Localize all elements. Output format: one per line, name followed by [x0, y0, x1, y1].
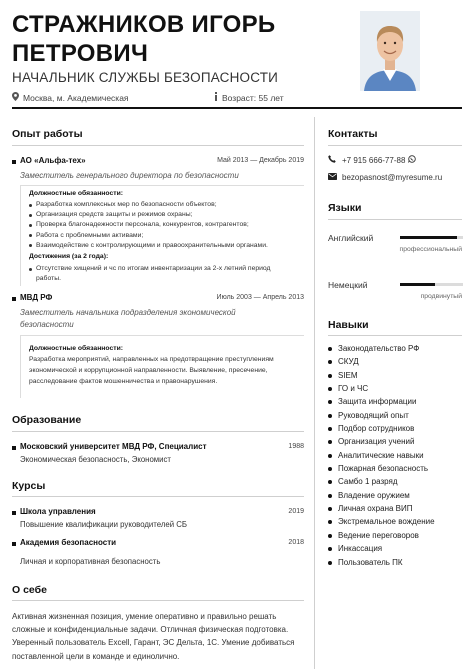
course-org: Школа управления [20, 507, 96, 516]
section-title-skills: Навыки [328, 319, 369, 331]
course-year: 2018 [288, 539, 304, 546]
skills-list [328, 342, 435, 569]
list-item: Работа с проблемными активами; [29, 231, 301, 241]
entry-marker [12, 297, 16, 301]
language-bar-fill [400, 283, 435, 286]
candidate-position: НАЧАЛЬНИК СЛУЖБЫ БЕЗОПАСНОСТИ [12, 70, 279, 85]
duties-label: Должностные обязанности: [29, 190, 124, 197]
skill-item: SIEM [328, 369, 435, 382]
language-bar-fill [400, 236, 457, 239]
entry-separator [20, 185, 304, 186]
language-bar-track [400, 283, 463, 286]
achievements-label: Достижения (за 2 года): [29, 253, 109, 260]
list-item: Проверка благонадежности персонала, конкурентов, контрагентов; [29, 220, 301, 230]
phone-icon [328, 155, 342, 165]
duties-text: Разработка мероприятий, направленных на предотвращение преступлениям экономической и коррупционной направленности. Выявление, пресечение, расследование фактов мошенничества и правонарушения. [29, 356, 274, 385]
skill-item: ГО и ЧС [328, 382, 435, 395]
profile-photo [360, 11, 420, 91]
entry-marker [12, 511, 16, 515]
header-divider [12, 107, 462, 109]
language-name: Немецкий [328, 280, 368, 290]
candidate-name: СТРАЖНИКОВ ИГОРЬ ПЕТРОВИЧ [12, 11, 276, 67]
list-item: Отсутствие хищений и чс по итогам инвентаризации за 2-х летний период работы. [29, 264, 297, 284]
entry-marker [12, 542, 16, 546]
phone-text[interactable]: +7 915 666-77-88 [342, 155, 406, 165]
skill-item: Инкассация [328, 542, 435, 555]
age-line [214, 92, 284, 103]
list-item: Разработка комплексных мер по безопасности объектов; [29, 200, 301, 210]
skill-item: Ведение переговоров [328, 529, 435, 542]
skill-item: СКУД [328, 355, 435, 368]
education-detail: Экономическая безопасность, Экономист [20, 455, 171, 464]
skill-item: Аналитические навыки [328, 449, 435, 462]
language-name: Английский [328, 233, 374, 243]
education-year: 1988 [288, 443, 304, 450]
entry-marker [12, 446, 16, 450]
email-text[interactable]: bezopasnost@myresume.ru [342, 172, 443, 182]
location-text: Москва, м. Академическая [23, 92, 129, 103]
contact-email [328, 172, 442, 182]
section-rule [328, 145, 462, 146]
section-title-languages: Языки [328, 202, 362, 214]
entry-vertical-line [20, 336, 21, 398]
achievements-list [29, 264, 297, 284]
section-title-courses: Курсы [12, 480, 46, 492]
course-detail: Повышение квалификации руководителей СБ [20, 520, 188, 529]
envelope-icon [328, 172, 342, 182]
section-title-about: О себе [12, 584, 47, 596]
section-rule [328, 219, 462, 220]
job-role: Заместитель начальника подразделения экономической безопасности [20, 308, 236, 329]
job-org: МВД РФ [20, 293, 53, 302]
entry-vertical-line [20, 186, 21, 286]
age-text: Возраст: 55 лет [222, 92, 284, 103]
skill-item: Владение оружием [328, 489, 435, 502]
section-title-contacts: Контакты [328, 128, 378, 140]
skill-item: Пользователь ПК [328, 556, 435, 569]
section-rule [12, 431, 304, 432]
skill-item: Защита информации [328, 395, 435, 408]
section-rule [328, 335, 462, 336]
job-role: Заместитель генерального директора по безопасности [20, 171, 239, 180]
education-org: Московский университет МВД РФ, Специалист [20, 442, 207, 451]
info-icon [214, 92, 218, 103]
contact-phone [328, 155, 416, 165]
duties-list [29, 200, 301, 251]
skill-item: Самбо 1 разряд [328, 475, 435, 488]
course-detail: Личная и корпоративная безопасность [20, 557, 161, 566]
duties-label: Должностные обязанности: [29, 345, 124, 352]
whatsapp-icon [408, 155, 416, 165]
language-level: продвинутый [420, 293, 462, 300]
skill-item: Пожарная безопасность [328, 462, 435, 475]
about-text: Активная жизненная позиция, умение оперативно и правильно решать сложные и конфиденциальные задачи. Отличная физическая подготовка. Уверенный пользователь Excell, Гарант, ЭС Дельта, 1С. Умение добиваться поставленной цели в команде и единолично. [12, 612, 295, 661]
section-rule [12, 496, 304, 497]
skill-item: Экстремальное вождение [328, 515, 435, 528]
skill-item: Руководящий опыт [328, 409, 435, 422]
job-dates: Май 2013 — Декабрь 2019 [217, 157, 304, 164]
column-divider [314, 117, 315, 669]
job-org: АО «Альфа-тех» [20, 156, 86, 165]
job-dates: Июль 2003 — Апрель 2013 [216, 294, 304, 301]
section-title-education: Образование [12, 414, 82, 426]
skill-item: Организация учений [328, 435, 435, 448]
section-rule [12, 600, 304, 601]
language-bar-track [400, 236, 463, 239]
entry-marker [12, 160, 16, 164]
section-rule [12, 145, 304, 146]
map-pin-icon [12, 92, 19, 103]
section-title-experience: Опыт работы [12, 128, 83, 140]
language-level: профессиональный [399, 246, 462, 253]
list-item: Взаимодействие с контролирующими и правоохранительными органами. [29, 241, 301, 251]
skill-item: Личная охрана ВИП [328, 502, 435, 515]
list-item: Организация средств защиты и режимов охраны; [29, 210, 301, 220]
course-year: 2019 [288, 508, 304, 515]
location-line [12, 92, 129, 103]
skill-item: Законодательство РФ [328, 342, 435, 355]
entry-separator [20, 335, 304, 336]
skill-item: Подбор сотрудников [328, 422, 435, 435]
course-org: Академия безопасности [20, 538, 117, 547]
